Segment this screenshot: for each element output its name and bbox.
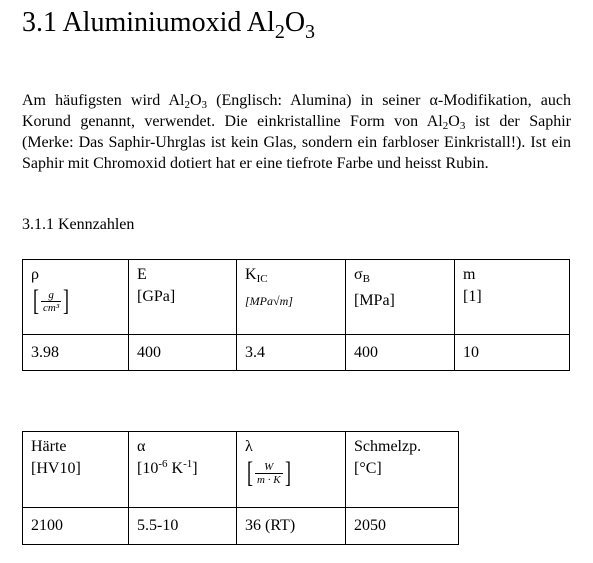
header-weibull-modulus: m [1] — [455, 260, 570, 335]
table-cell: 2050 — [346, 508, 459, 545]
header-melting-point: Schmelzp. [°C] — [346, 432, 459, 508]
header-hardness: Härte [HV10] — [23, 432, 129, 508]
table-header-row — [23, 432, 459, 508]
properties-table-2 — [22, 431, 459, 545]
table-cell: 400 — [346, 335, 455, 371]
section-title: 3.1 Aluminiumoxid $Al_2O_3$ — [22, 7, 316, 43]
conductivity-unit: $\frac{W}{m \cdot K}$ — [257, 460, 281, 486]
table-row — [23, 508, 459, 545]
table-cell: 3.4 — [237, 335, 346, 371]
header-density: ρ [ $\frac{g}{\text{cm³}}$ ] — [23, 260, 129, 335]
header-bending-strength: σB [MPa] — [346, 260, 455, 335]
table-row — [23, 335, 570, 371]
density-unit: $\frac{g}{\text{cm³}}$ — [43, 288, 60, 314]
table-cell: 400 — [129, 335, 237, 371]
header-thermal-conductivity: λ [ $\frac{W}{m \cdot K}$ ] — [237, 432, 346, 508]
subsection-heading: 3.1.1 Kennzahlen — [22, 216, 135, 233]
table-cell: 5.5-10 — [129, 508, 237, 545]
table-cell: 2100 — [23, 508, 129, 545]
table-header-row — [23, 260, 570, 335]
header-fracture-toughness: KIC [MPa√m] — [237, 260, 346, 335]
header-modulus: E [GPa] — [129, 260, 237, 335]
properties-table-1 — [22, 259, 570, 371]
header-thermal-expansion: α [$10^{-6}$ $K^{-1}$] — [129, 432, 237, 508]
table-cell: 36 (RT) — [237, 508, 346, 545]
intro-paragraph: Am häufigsten wird $Al_2O_3$ (Englisch: Alumina) in seiner α-Modifikation, auch Korund genannt, verwendet. Die einkristalline Form von $Al_2O_3$ ist der Saphir (Merke: Das Saphir-Uhrglas ist kein Glas, sondern ein farbloser Einkristall!). Ist ein Saphir mit Chromoxid dotiert hat er eine tiefrote Farbe und heisst Rubin. — [22, 92, 572, 172]
table-cell: 10 — [455, 335, 570, 371]
table-cell: 3.98 — [23, 335, 129, 371]
